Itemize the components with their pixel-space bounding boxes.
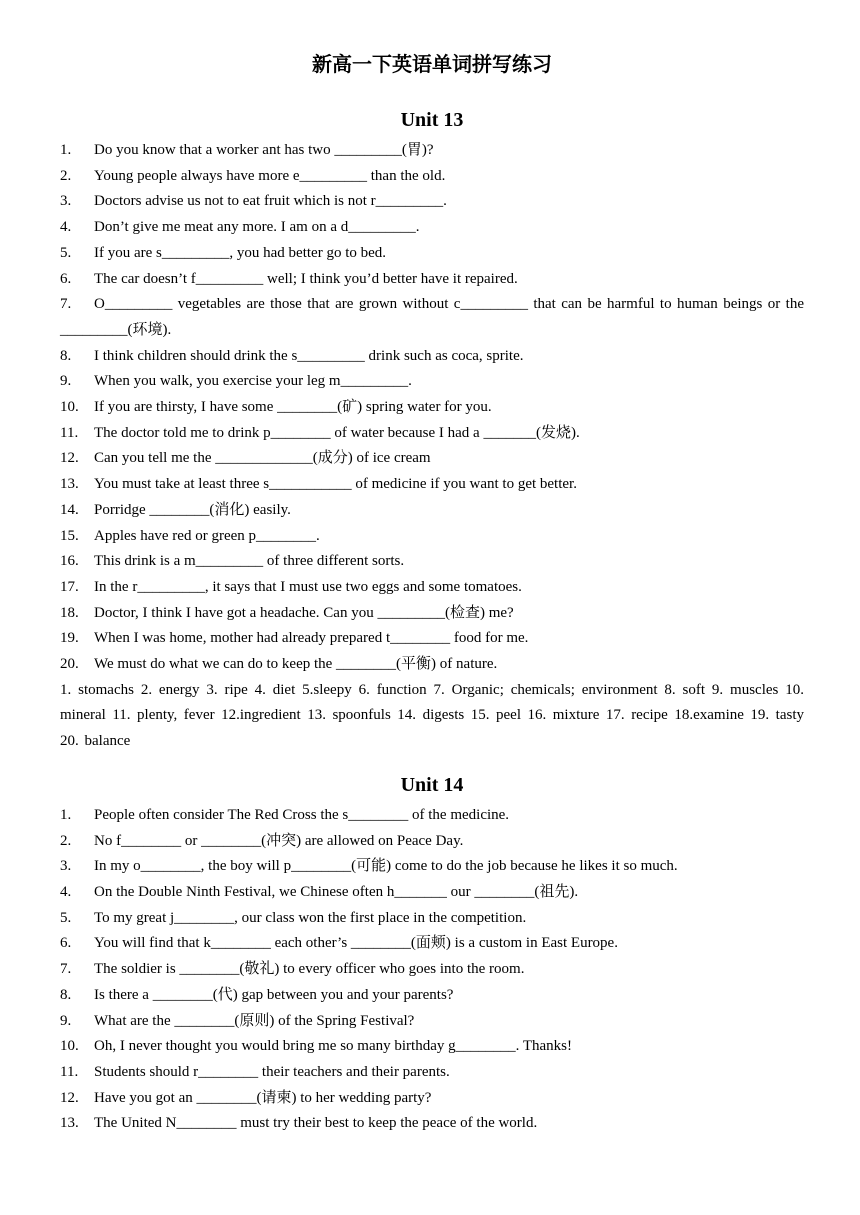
question-item bbox=[60, 829, 804, 855]
document-title: 新高一下英语单词拼写练习 bbox=[312, 54, 552, 76]
question-text: Doctor, I think I have got a headache. Can you _________(检查) me? bbox=[94, 604, 514, 621]
unit-13-title: Unit 13 bbox=[400, 109, 464, 131]
question-item bbox=[60, 138, 804, 164]
question-number: 7. bbox=[60, 296, 72, 313]
question-text: Doctors advise us not to eat fruit which is not r_________. bbox=[94, 193, 447, 210]
question-number: 5. bbox=[60, 244, 72, 261]
question-number: 4. bbox=[60, 219, 72, 236]
question-item bbox=[60, 575, 804, 601]
question-item bbox=[60, 189, 804, 215]
question-number: 2. bbox=[60, 167, 72, 184]
question-number: 10. bbox=[60, 399, 79, 416]
question-number: 8. bbox=[60, 986, 72, 1003]
question-item bbox=[60, 472, 804, 498]
unit-13-answer-key: 1. stomachs 2. energy 3. ripe 4. diet 5.sleepy 6. function 7. Organic; chemicals; environment 8. soft 9. muscles 10. mineral 11. plenty, fever 12.ingredient 13. spoonfuls 14. digests 15. peel 16. mixture 17. recipe 18.examine 19. tasty 20. balance bbox=[60, 681, 804, 750]
question-number: 1. bbox=[60, 142, 72, 158]
worksheet-page bbox=[60, 48, 804, 1137]
question-number: 11. bbox=[60, 1063, 79, 1080]
question-item bbox=[60, 267, 804, 293]
question-item bbox=[60, 421, 804, 447]
unit-14-question-list bbox=[60, 803, 804, 1137]
question-text: The soldier is ________(敬礼) to every officer who goes into the room. bbox=[94, 961, 525, 978]
question-number: 3. bbox=[60, 858, 72, 875]
question-text: Oh, I never thought you would bring me so many birthday g________. Thanks! bbox=[94, 1038, 572, 1055]
question-number: 13. bbox=[60, 476, 79, 493]
question-text: Young people always have more e_________ than the old. bbox=[94, 167, 446, 184]
question-text: If you are thirsty, I have some ________(矿) spring water for you. bbox=[94, 399, 492, 416]
question-item bbox=[60, 1111, 804, 1137]
question-text: You must take at least three s___________ of medicine if you want to get better. bbox=[94, 476, 577, 493]
question-number: 10. bbox=[60, 1038, 79, 1055]
question-number: 9. bbox=[60, 1012, 72, 1029]
question-text: When you walk, you exercise your leg m_________. bbox=[94, 373, 412, 390]
unit-13-question-list bbox=[60, 138, 804, 678]
question-number: 15. bbox=[60, 527, 79, 544]
question-text: We must do what we can do to keep the ________(平衡) of nature. bbox=[94, 656, 498, 673]
question-text: In the r_________, it says that I must use two eggs and some tomatoes. bbox=[94, 578, 522, 595]
question-item bbox=[60, 803, 804, 829]
question-number: 13. bbox=[60, 1115, 79, 1132]
question-text: Do you know that a worker ant has two _________(胃)? bbox=[94, 142, 434, 158]
question-item bbox=[60, 292, 804, 343]
question-number: 5. bbox=[60, 909, 72, 926]
question-number: 9. bbox=[60, 373, 72, 390]
question-number: 8. bbox=[60, 347, 72, 364]
question-text: The United N________ must try their best to keep the peace of the world. bbox=[94, 1115, 538, 1132]
question-item bbox=[60, 1086, 804, 1112]
question-number: 4. bbox=[60, 883, 72, 900]
question-item bbox=[60, 601, 804, 627]
question-text: Can you tell me the _____________(成分) of ice cream bbox=[94, 450, 431, 467]
question-item bbox=[60, 626, 804, 652]
question-text: To my great j________, our class won the first place in the competition. bbox=[94, 909, 527, 926]
question-number: 12. bbox=[60, 450, 79, 467]
question-text: People often consider The Red Cross the s________ of the medicine. bbox=[94, 806, 510, 823]
question-number: 19. bbox=[60, 630, 79, 647]
question-text: Porridge ________(消化) easily. bbox=[94, 501, 291, 518]
question-item bbox=[60, 1009, 804, 1035]
question-number: 7. bbox=[60, 961, 72, 978]
question-number: 17. bbox=[60, 578, 79, 595]
question-item bbox=[60, 369, 804, 395]
question-item bbox=[60, 854, 804, 880]
question-item bbox=[60, 395, 804, 421]
question-item bbox=[60, 906, 804, 932]
question-item bbox=[60, 498, 804, 524]
question-number: 6. bbox=[60, 270, 72, 287]
question-number: 18. bbox=[60, 604, 79, 621]
question-text: What are the ________(原则) of the Spring Festival? bbox=[94, 1012, 415, 1029]
question-number: 3. bbox=[60, 193, 72, 210]
question-text: No f________ or ________(冲突) are allowed on Peace Day. bbox=[94, 832, 464, 849]
question-item bbox=[60, 241, 804, 267]
unit-14-title: Unit 14 bbox=[400, 773, 464, 796]
question-number: 16. bbox=[60, 553, 79, 570]
unit-13-section bbox=[60, 102, 804, 755]
question-text: You will find that k________ each other’s ________(面颊) is a custom in East Europe. bbox=[94, 935, 618, 952]
section-spacer bbox=[60, 755, 804, 767]
question-text: If you are s_________, you had better go to bed. bbox=[94, 244, 387, 261]
question-text: The doctor told me to drink p________ of water because I had a _______(发烧). bbox=[94, 424, 580, 441]
question-item bbox=[60, 931, 804, 957]
unit-14-section bbox=[60, 767, 804, 1137]
question-item bbox=[60, 524, 804, 550]
question-item bbox=[60, 446, 804, 472]
question-item bbox=[60, 957, 804, 983]
question-text: In my o________, the boy will p________(可能) come to do the job because he likes it so much. bbox=[94, 858, 678, 875]
question-number: 6. bbox=[60, 935, 72, 952]
question-number: 1. bbox=[60, 806, 72, 823]
question-item bbox=[60, 344, 804, 370]
question-text: I think children should drink the s_________ drink such as coca, sprite. bbox=[94, 347, 524, 364]
question-item bbox=[60, 1034, 804, 1060]
question-number: 2. bbox=[60, 832, 72, 849]
question-number: 14. bbox=[60, 501, 79, 518]
question-text: The car doesn’t f_________ well; I think you’d better have it repaired. bbox=[94, 270, 518, 287]
question-text: This drink is a m_________ of three different sorts. bbox=[94, 553, 405, 570]
question-item bbox=[60, 215, 804, 241]
question-item bbox=[60, 880, 804, 906]
question-text: Apples have red or green p________. bbox=[94, 527, 320, 544]
question-number: 12. bbox=[60, 1089, 79, 1106]
question-item bbox=[60, 549, 804, 575]
question-text: On the Double Ninth Festival, we Chinese often h_______ our ________(祖先). bbox=[94, 883, 579, 900]
question-item bbox=[60, 983, 804, 1009]
question-item bbox=[60, 1060, 804, 1086]
question-number: 11. bbox=[60, 424, 79, 441]
question-text: When I was home, mother had already prepared t________ food for me. bbox=[94, 630, 529, 647]
question-text: O_________ vegetables are those that are grown without c_________ that can be harmful to human beings or the _________(环境). bbox=[60, 296, 804, 338]
question-item bbox=[60, 164, 804, 190]
question-text: Is there a ________(代) gap between you and your parents? bbox=[94, 986, 454, 1003]
question-text: Students should r________ their teachers and their parents. bbox=[94, 1063, 450, 1080]
question-item bbox=[60, 652, 804, 678]
question-text: Have you got an ________(请柬) to her wedding party? bbox=[94, 1089, 432, 1106]
question-number: 20. bbox=[60, 656, 79, 673]
question-text: Don’t give me meat any more. I am on a d_________. bbox=[94, 219, 420, 236]
